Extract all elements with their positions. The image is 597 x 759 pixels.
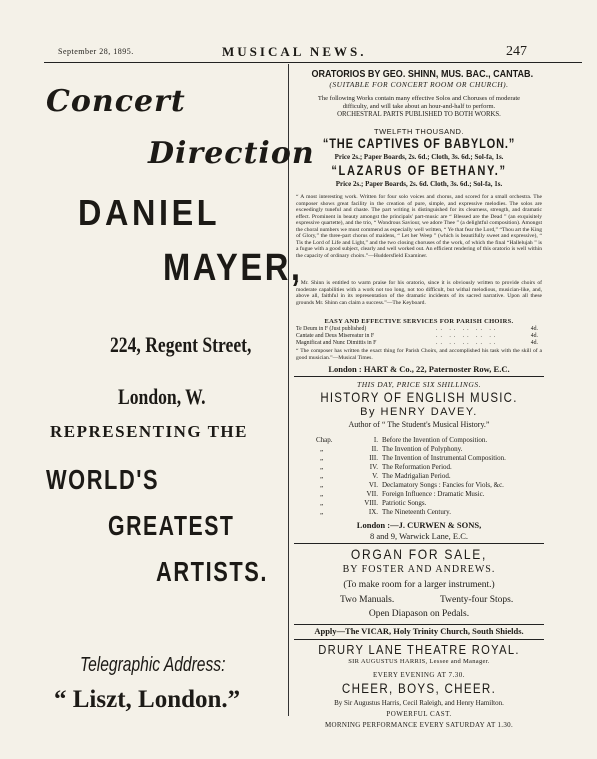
chapter-number: II. xyxy=(371,445,378,453)
chapter-mark: „ xyxy=(320,490,324,498)
oratorios-subtitle: (SUITABLE FOR CONCERT ROOM OR CHURCH). xyxy=(329,80,509,89)
organ-builder: BY FOSTER AND ANDREWS. xyxy=(342,564,496,575)
city-address: London, W. xyxy=(118,384,206,409)
oratorios-title: ORATORIOS BY GEO. SHINN, MUS. BAC., CANTAB. xyxy=(311,68,534,80)
section-rule xyxy=(294,543,544,544)
drury-lane-title: DRURY LANE THEATRE ROYAL. xyxy=(318,642,520,657)
leader-dots: .. .. .. .. .. xyxy=(436,333,499,339)
chapter-mark: „ xyxy=(320,472,324,480)
worlds-heading: WORLD'S xyxy=(46,464,160,495)
concert-heading: Concert xyxy=(46,84,186,119)
drury-lane-matinee: MORNING PERFORMANCE EVERY SATURDAY AT 1.30. xyxy=(325,721,513,729)
section-rule xyxy=(294,639,544,640)
captives-price: Price 2s.; Paper Boards, 2s. 6d.; Cloth, 3s. 6d.; Sol-fa, 1s. xyxy=(334,153,504,161)
chapter-number: VII. xyxy=(366,490,378,498)
organ-apply: Apply—The VICAR, Holy Trinity Church, South Shields. xyxy=(314,626,524,636)
section-rule xyxy=(294,624,544,625)
lazarus-price: Price 2s.; Paper Boards, 2s. 6d. Cloth, 3s. 6d.; Sol-fa, 1s. xyxy=(335,180,503,188)
organ-manuals: Two Manuals. xyxy=(340,595,395,605)
author-of: Author of “ The Student's Musical History.” xyxy=(348,420,490,429)
twelfth-thousand: TWELFTH THOUSAND. xyxy=(373,127,465,136)
review-musical-times: “ The composer has written the exact thing for Parish Choirs, and accomplished his task with the skill of a good musician.”—Musical Times. xyxy=(296,348,542,361)
page-number: 247 xyxy=(506,44,527,59)
oratorios-intro-2: difficulty, and will take about an hour-and-half to perform. xyxy=(342,103,496,110)
chapter-mark: „ xyxy=(320,508,324,516)
leader-dots: .. .. .. .. .. xyxy=(436,340,499,346)
chapter-title: Patriotic Songs. xyxy=(382,499,427,507)
chapter-title: The Nineteenth Century. xyxy=(382,508,451,516)
chapter-title: The Invention of Polyphony. xyxy=(382,445,463,453)
representing-text: REPRESENTING THE xyxy=(50,422,248,441)
services-list xyxy=(296,326,542,347)
chapter-number: IX. xyxy=(368,508,378,516)
street-address: 224, Regent Street, xyxy=(110,332,252,357)
leader-dots: .. .. .. .. .. xyxy=(436,326,499,332)
service-name: Te Deum in F (Just published) xyxy=(296,326,367,332)
history-publisher-2: 8 and 9, Warwick Lane, E.C. xyxy=(369,531,469,541)
review-huddersfield: “ A most interesting work. Written for four solo voices and chorus, and scored for a small orchestra. The composer shows great facility in the creation of pure, simple, and expressive melodies. The solos are exceedingly tuneful and chaste. The part writing is distinguished for its clearness, strength, and dramatic effect. Prominent in beauty amongst the principals' part-music are “ Blessed are the Dead ” (an exquisitely expressive quartette), and the trio, “ Wondrous Saviour, we adore Thee ” (a delightful composition). Amongst the choral numbers we must commend as especially well written, “ Ye that fear the Lord,” “Thou art the King of Glory,” the three-part chorus of maidens, “ Let her Weep ” (which is beautifully sweet and expressive), “ Tis the Lord of Life and Light,” and the two closing choruses of the work, of which the final “Hallelujah ” is a fugue with a good subject, clearly and well worked out. An efficient rendering of this oratorio is well within the capacity of ordinary choirs.”—Huddersfield Examiner. xyxy=(296,194,542,259)
direction-heading: Direction xyxy=(148,136,315,171)
chapter-number: III. xyxy=(369,454,378,462)
history-publisher-1: London :—J. CURWEN & SONS, xyxy=(356,520,482,530)
chapter-title: The Madrigalian Period. xyxy=(382,472,451,480)
chapter-number: VI. xyxy=(368,481,378,489)
telegraphic-address-label: Telegraphic Address: xyxy=(80,654,226,676)
oratorios-intro-1: The following Works contain many effective Solos and Choruses of moderate xyxy=(317,95,521,102)
mayer-name: MAYER, xyxy=(163,247,303,289)
daniel-mayer-advertisement xyxy=(30,64,315,716)
chapter-number: IV. xyxy=(369,463,378,471)
chapter-title: Before the Invention of Composition. xyxy=(382,436,488,444)
lazarus-of-bethany: “LAZARUS OF BETHANY.” xyxy=(331,163,507,178)
chapter-number: V. xyxy=(372,472,378,480)
section-rule xyxy=(294,376,544,377)
review-keyboard: “ Mr. Shinn is entitled to warm praise for his oratorio, since it is obviously written to provide choirs of moderate capabilities with a work not too long, not too difficult, but withal melodious, musician-like, and, above all, faithful in its representation of the dramatic incidents of its sacred narrative. Upon all these grounds Mr. Shinn can claim a success.”—The Keyboard. xyxy=(296,280,542,306)
service-name: Cantate and Deus Misereatur in F xyxy=(296,333,375,339)
organ-title: ORGAN FOR SALE, xyxy=(350,546,488,562)
service-price: 4d. xyxy=(530,340,538,346)
chapter-mark: „ xyxy=(320,499,324,507)
chapter-mark: Chap. xyxy=(316,436,333,444)
this-day-notice: THIS DAY, PRICE SIX SHILLINGS. xyxy=(357,380,481,389)
chapter-title: Declamatory Songs : Fancies for Viols, &c. xyxy=(382,481,504,489)
easy-services-title: EASY AND EFFECTIVE SERVICES FOR PARISH CHOIRS. xyxy=(324,318,514,325)
service-row xyxy=(296,326,542,333)
history-title: HISTORY OF ENGLISH MUSIC. xyxy=(320,389,518,405)
drury-lane-lessee: SIR AUGUSTUS HARRIS, Lessee and Manager. xyxy=(348,658,490,665)
oratorios-intro-3: ORCHESTRAL PARTS PUBLISHED TO BOTH WORKS. xyxy=(337,111,501,118)
drury-lane-every-evening: EVERY EVENING AT 7.30. xyxy=(372,671,466,679)
daniel-name: DANIEL xyxy=(78,192,221,233)
chapter-mark: „ xyxy=(320,463,324,471)
chapter-mark: „ xyxy=(320,454,324,462)
telegraphic-address: “ Liszt, London.” xyxy=(54,686,241,713)
chapter-mark: „ xyxy=(320,445,324,453)
chapter-title: Foreign Influence : Dramatic Music. xyxy=(382,490,485,498)
issue-date: September 28, 1895. xyxy=(58,47,134,56)
service-row xyxy=(296,333,542,340)
drury-lane-cast: POWERFUL CAST. xyxy=(386,710,452,718)
header-rule xyxy=(44,62,582,63)
organ-diapason: Open Diapason on Pedals. xyxy=(368,609,470,619)
service-price: 4d. xyxy=(530,333,538,339)
drury-lane-authors: By Sir Augustus Harris, Cecil Raleigh, and Henry Hamilton. xyxy=(334,699,504,707)
service-name: Magnificat and Nunc Dimittis in F xyxy=(296,340,377,346)
history-author: By HENRY DAVEY. xyxy=(360,406,478,418)
chapter-mark: „ xyxy=(320,481,324,489)
organ-reason: (To make room for a larger instrument.) xyxy=(343,580,495,590)
chapter-title: The Invention of Instrumental Composition. xyxy=(382,454,506,462)
masthead-title: MUSICAL NEWS. xyxy=(222,44,367,59)
organ-stops: Twenty-four Stops. xyxy=(440,595,514,605)
greatest-heading: GREATEST xyxy=(108,510,235,541)
chapter-number: VIII. xyxy=(364,499,378,507)
artists-heading: ARTISTS. xyxy=(156,556,268,587)
chapter-title: The Reformation Period. xyxy=(382,463,452,471)
service-price: 4d. xyxy=(530,326,538,332)
captives-of-babylon: “THE CAPTIVES OF BABYLON.” xyxy=(322,136,516,151)
drury-lane-play: CHEER, BOYS, CHEER. xyxy=(341,681,497,696)
service-row xyxy=(296,340,542,347)
chapter-number: I. xyxy=(373,436,378,444)
oratorios-publisher: London : HART & Co., 22, Paternoster Row, E.C. xyxy=(328,364,510,374)
